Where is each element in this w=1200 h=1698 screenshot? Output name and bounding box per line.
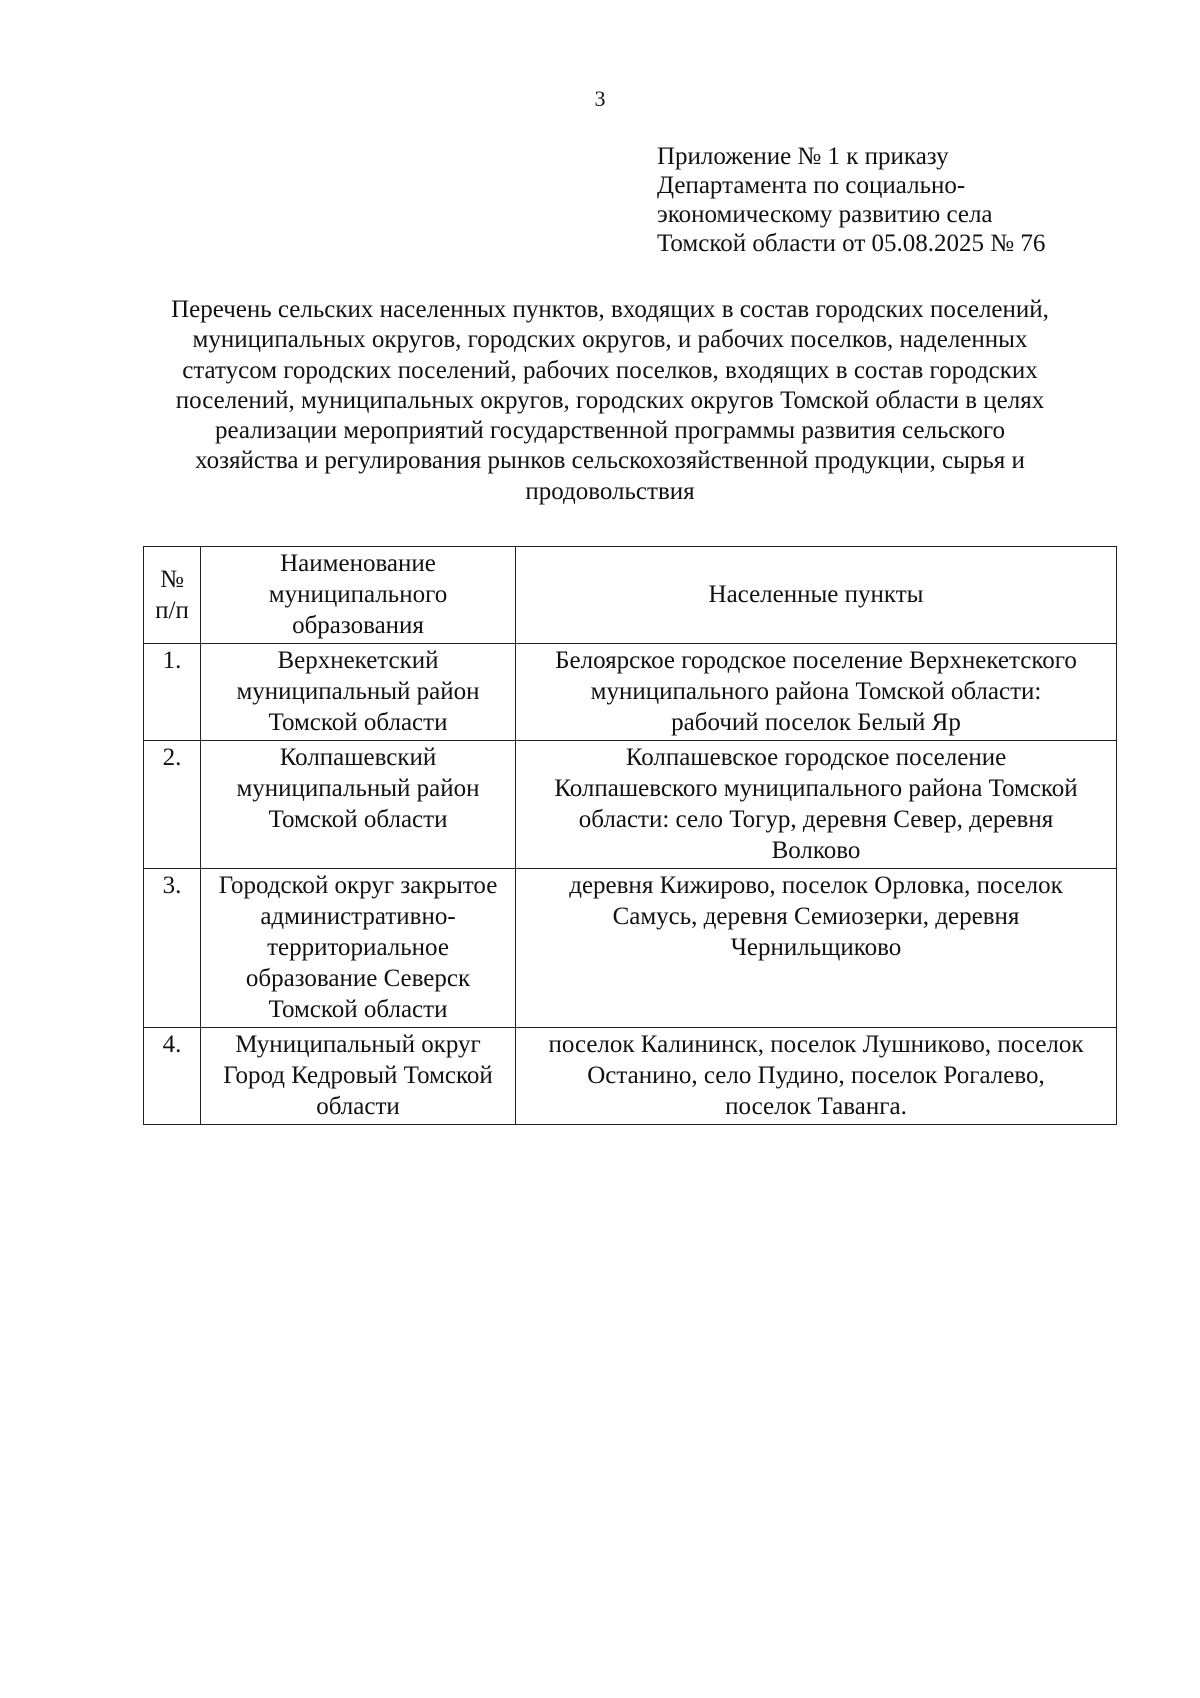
header-line: п/п xyxy=(155,596,189,624)
row-municipality xyxy=(201,741,516,869)
header-municipality xyxy=(201,547,516,644)
cell-line: поселок Таванга. xyxy=(725,1093,907,1120)
cell-line: муниципального района Томской области: xyxy=(590,678,1042,705)
cell-line: Томской области xyxy=(268,996,448,1023)
table-header-row xyxy=(144,547,1117,644)
header-number xyxy=(144,547,201,644)
row-number: 4. xyxy=(144,1028,201,1125)
header-line: Наименование xyxy=(280,550,436,577)
cell-line: Колпашевский xyxy=(279,744,437,771)
appendix-note-line: Томской области от 05.08.2025 № 76 xyxy=(657,230,1046,257)
row-municipality xyxy=(201,869,516,1028)
title-line: муниципальных округов, городских округов, и рабочих поселков, наделенных xyxy=(192,326,1028,354)
document-title xyxy=(130,295,1090,507)
title-line: продовольствия xyxy=(525,477,695,505)
title-line: реализации мероприятий государственной программы развития сельского xyxy=(214,417,1006,445)
page-number: 3 xyxy=(594,86,606,111)
row-municipality xyxy=(201,1028,516,1125)
cell-line: муниципальный район xyxy=(236,775,480,802)
header-line: муниципального xyxy=(268,581,448,608)
cell-line: Верхнекетский xyxy=(277,647,439,674)
row-settlements xyxy=(516,869,1117,1028)
title-line: хозяйства и регулирования рынков сельскохозяйственной продукции, сырья и xyxy=(195,447,1025,475)
title-line: поселений, муниципальных округов, городских округов Томской области в целях xyxy=(175,386,1045,414)
cell-line: Город Кедровый Томской xyxy=(223,1062,493,1089)
cell-line: муниципальный район xyxy=(236,678,480,705)
cell-line: рабочий поселок Белый Яр xyxy=(671,709,961,736)
row-municipality xyxy=(201,644,516,741)
table-row xyxy=(144,1028,1117,1125)
row-number: 1. xyxy=(144,644,201,741)
cell-line: Самусь, деревня Семиозерки, деревня xyxy=(612,903,1020,930)
table-row xyxy=(144,869,1117,1028)
cell-line: Волково xyxy=(771,837,861,864)
cell-line: Колпашевское городское поселение xyxy=(625,744,1007,771)
cell-line: образование Северск xyxy=(245,965,471,992)
appendix-note xyxy=(657,142,1137,258)
cell-line: деревня Кижирово, поселок Орловка, поселок xyxy=(569,872,1063,899)
row-settlements xyxy=(516,644,1117,741)
header-line: № xyxy=(160,565,184,593)
appendix-note-line: Приложение № 1 к приказу xyxy=(657,143,949,170)
settlements-table xyxy=(143,546,1117,1125)
header-settlements xyxy=(516,547,1117,644)
title-line: статусом городских поселений, рабочих поселков, входящих в состав городских xyxy=(182,356,1038,384)
cell-line: области xyxy=(316,1093,400,1120)
row-number: 2. xyxy=(144,741,201,869)
table-row xyxy=(144,741,1117,869)
cell-line: Останино, село Пудино, поселок Рогалево, xyxy=(587,1062,1045,1089)
header-line: Населенные пункты xyxy=(708,581,924,608)
cell-line: Чернильщиково xyxy=(730,934,902,961)
cell-line: Колпашевского муниципального района Томской xyxy=(554,775,1078,802)
cell-line: административно- xyxy=(260,903,456,930)
row-number: 3. xyxy=(144,869,201,1028)
appendix-note-line: экономическому развитию села xyxy=(657,201,993,228)
cell-line: Белоярское городское поселение Верхнекетского xyxy=(555,647,1077,674)
table-row xyxy=(144,644,1117,741)
row-settlements xyxy=(516,741,1117,869)
cell-line: территориальное xyxy=(267,934,449,961)
cell-line: Городской округ закрытое xyxy=(218,872,498,899)
title-line: Перечень сельских населенных пунктов, входящих в состав городских поселений, xyxy=(171,296,1049,323)
appendix-note-line: Департамента по социально- xyxy=(657,172,966,199)
cell-line: Томской области xyxy=(268,806,448,833)
row-settlements xyxy=(516,1028,1117,1125)
cell-line: области: село Тогур, деревня Север, деревня xyxy=(578,806,1054,833)
cell-line: Томской области xyxy=(268,709,448,736)
header-line: образования xyxy=(292,612,424,639)
cell-line: Муниципальный округ xyxy=(235,1031,481,1058)
cell-line: поселок Калининск, поселок Лушниково, поселок xyxy=(548,1031,1084,1058)
